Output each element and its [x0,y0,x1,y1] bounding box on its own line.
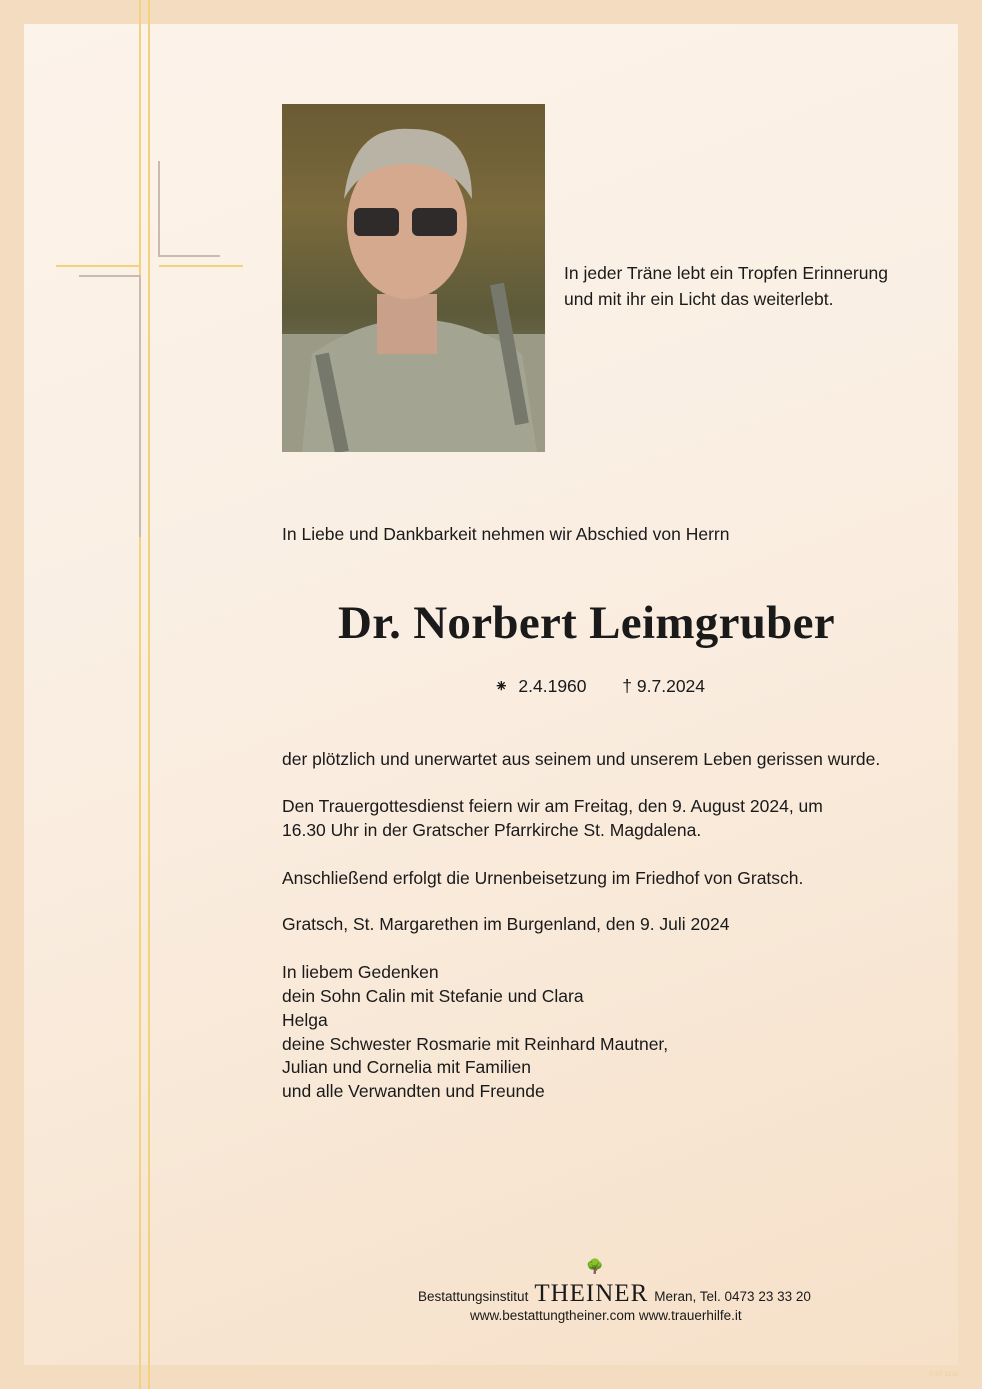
cross-horizontal-line [56,265,139,267]
mourner-line: dein Sohn Calin mit Stefanie und Clara [282,986,584,1006]
body-text: Gratsch, St. Margarethen im Burgenland, den 9. Juli 2024 [282,914,730,934]
footer-contact: Meran, Tel. 0473 23 33 20 [654,1289,811,1304]
body-text: 16.30 Uhr in der Gratscher Pfarrkirche St. Magdalena. [282,820,702,840]
mourner-line: Julian und Cornelia mit Familien [282,1057,531,1077]
brand-logo: THEINER [534,1280,649,1307]
cross-shadow-line [139,275,141,537]
cross-shadow-line [79,275,141,277]
death-date: 9.7.2024 [636,676,706,696]
portrait-photo [282,104,545,452]
cross-shadow-line [158,161,160,257]
gold-vertical-line [139,0,141,1389]
body-text: Den Trauergottesdienst feiern wir am Freitag, den 9. August 2024, um [282,796,823,816]
birth-star-icon: ⁕ [494,676,509,696]
cross-horizontal-line [159,265,243,267]
death-cross-icon: † [622,676,633,696]
mourner-line: deine Schwester Rosmarie mit Reinhard Mautner, [282,1034,669,1054]
mourner-line: Helga [282,1010,328,1030]
gold-vertical-line [148,0,150,1389]
intro-text: In Liebe und Dankbarkeit nehmen wir Abschied von Herrn [282,524,730,544]
tree-logo-icon: 🌳 [586,1258,604,1274]
quote-line: und mit ihr ein Licht das weiterlebt. [564,289,834,309]
footer-prefix: Bestattungsinstitut [418,1289,529,1304]
dates [494,674,705,698]
body-text: Anschließend erfolgt die Urnenbeisetzung im Friedhof von Gratsch. [282,868,804,888]
mourner-line: In liebem Gedenken [282,962,439,982]
footer-web: www.bestattungtheiner.com www.trauerhilfe.it [470,1308,742,1323]
deceased-name: Dr. Norbert Leimgruber [338,597,835,649]
quote-line: In jeder Träne lebt ein Tropfen Erinnerung [564,263,888,283]
cross-shadow-line [158,255,220,257]
body-text: der plötzlich und unerwartet aus seinem und unserem Leben gerissen wurde. [282,749,881,769]
mourner-line: und alle Verwandten und Freunde [282,1081,545,1101]
birth-date: 2.4.1960 [518,676,587,696]
watermark: © EF 8126 [929,1372,958,1378]
